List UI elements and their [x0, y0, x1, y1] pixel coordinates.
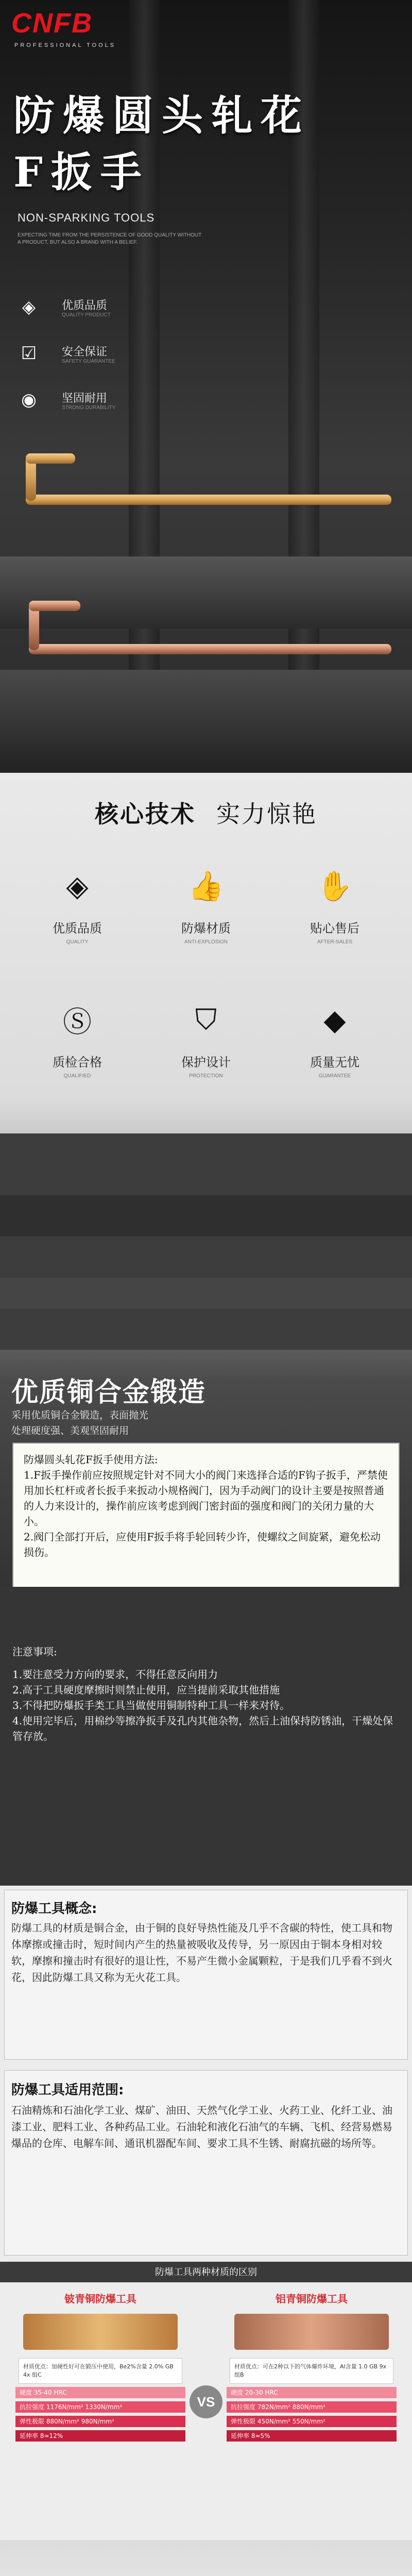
compare-right-row: 抗拉强度 782N/mm² 880N/mm² [227, 2401, 397, 2413]
core-item-title: 优质品质 [53, 921, 102, 936]
notes-item: 1.要注意受力方向的要求，不得任意反向用力 [12, 1668, 218, 1681]
core-item-sub: ANTI-EXPLOSION [184, 939, 228, 945]
compare-right-name: 铝青铜防爆工具 [276, 2293, 348, 2305]
compare-left-row: 抗拉强度 1176N/mm² 1330N/mm² [15, 2401, 185, 2413]
core-item-sub: GUARANTEE [318, 1073, 351, 1079]
notes-section [0, 1587, 412, 1886]
core-item-sub: PROTECTION [189, 1073, 223, 1079]
scope-text: 石油精炼和石油化学工业、煤矿、油田、天然气化学工业、火药工业、化纤工业、油漆工业、肥料工业、各种药品工业。石油轮和液化石油气的车辆、飞机、经营易燃易爆品的仓库、电解车间、通讯机器配车间、要求工具不生锈、耐腐抗磁的场所等。 [11, 2104, 392, 2149]
shield-check-icon: ☑ [21, 343, 37, 364]
core-item-material [160, 860, 252, 963]
feature-title: 安全保证 [62, 346, 108, 359]
scenes-section [0, 2540, 412, 2576]
thumbs-up-icon: 👍 [188, 870, 224, 903]
diamond-check-icon: ◆ [323, 1003, 346, 1037]
shield-check-icon: ⛉ [195, 1003, 217, 1037]
hero-description: EXPECTING TIME FROM THE PERSISTENCE OF GOOD QUALITY WITHOUT A PRODUCT, BUT ALSO A BRAND WITH A BELIEF. [18, 232, 202, 245]
notes-item: 2.高于工具硬度摩擦时则禁止使用，应当提前采取其他措施 [12, 1684, 280, 1696]
handshake-icon: ✋ [317, 870, 353, 903]
diamond-icon: ◈ [66, 869, 89, 903]
notes-item: 3.不得把防爆扳手类工具当做使用铜制特种工具一样来对待。 [12, 1699, 290, 1711]
vs-badge: VS [190, 2385, 222, 2418]
usage-box [12, 1443, 400, 1587]
compare-section [0, 2262, 412, 2540]
feature-title: 优质品质 [62, 299, 108, 312]
compare-left [15, 2287, 185, 2530]
compare-left-desc: 材质优点：加硬性好可在锻压中使用，Be2%含量 2.0% GB 4x 组C [19, 2358, 182, 2384]
compare-right-row: 硬度 20-30 HRC [227, 2387, 397, 2398]
compare-left-row: 弹性极限 880N/mm² 980N/mm² [15, 2416, 185, 2427]
scope-heading: 防爆工具适用范围: [11, 2082, 124, 2098]
core-item-sub: QUALITY [66, 939, 89, 945]
hero-title-line1: 防爆圆头轧花 [13, 91, 310, 140]
feature-title: 坚固耐用 [62, 392, 108, 405]
bronze-wrench [26, 453, 391, 505]
feature-sub: QUALITY PRODUCT [62, 312, 111, 318]
forging-line2: 处理硬度强、美观坚固耐用 [11, 1425, 129, 1436]
diamond-icon: ◈ [22, 297, 36, 317]
compare-left-name: 铍青铜防爆工具 [64, 2293, 136, 2305]
hero-section [0, 0, 412, 773]
machined-wall-graphic [0, 1133, 412, 1350]
core-item-title: 保护设计 [181, 1055, 231, 1070]
core-item-title: 贴心售后 [310, 921, 359, 936]
scenes-header-bg [0, 2540, 412, 2576]
copper-tools-image [234, 2314, 389, 2350]
concept-section [0, 1886, 412, 2262]
concept-heading: 防爆工具概念: [11, 1901, 97, 1917]
notes-heading: 注意事项: [12, 1646, 57, 1658]
compare-right-desc: 材质优点：可在2种以下的气体爆炸环境，Al含量 1.0 GB 9x 组B [230, 2358, 393, 2384]
feature-sub: STRONG DURABILITY [62, 405, 116, 411]
compare-right-row: 延伸率 8≈5% [227, 2430, 397, 2442]
hero-title-line2: F扳手 [13, 148, 150, 196]
core-item-title: 质量无忧 [310, 1055, 359, 1070]
core-title: 核心技术 实力惊艳 [95, 800, 317, 828]
compare-right [227, 2287, 397, 2530]
brand-logo: CNFB [11, 8, 93, 39]
core-item-quality [31, 860, 124, 963]
feature-sub: SAFETY GUARANTEE [62, 359, 115, 364]
compare-right-row: 弹性极限 450N/mm² 550N/mm² [227, 2416, 397, 2427]
core-item-qualified [31, 994, 124, 1097]
core-item-title: 质检合格 [53, 1055, 102, 1070]
usage-heading: 防爆圆头轧花F扳手使用方法: [24, 1453, 158, 1466]
copper-wrench [29, 601, 391, 654]
usage-paragraph-1: 1.F扳手操作前应按照规定针对不同大小的阀门来选择合适的F钩子扳手，严禁使用加长杠杆或者长扳手来扳动小规格阀门，因为手动阀门的设计主要是按照普通的人力来设计的，操作前应该考虑到阀门密封面的强度和阀门的关闭力量的大小。 [24, 1469, 388, 1528]
forging-title: 优质铜合金锻造 [11, 1377, 207, 1408]
core-item-sub: AFTER-SALES [317, 939, 353, 945]
compare-left-row: 延伸率 8≈12% [15, 2430, 185, 2442]
brand-tagline: PROFESSIONAL TOOLS [14, 42, 116, 48]
usage-paragraph-2: 2.阀门全部打开后，应使用F扳手将手轮回转少许，使螺纹之间旋紧，避免松动损伤。 [24, 1531, 381, 1558]
notes-item: 4.使用完毕后，用棉纱等擦净扳手及孔内其他杂物，然后上油保持防锈油，干燥处保管存放。 [12, 1715, 393, 1742]
notes-list [12, 1667, 400, 1744]
core-tech-section [0, 773, 412, 1587]
concept-text: 防爆工具的材质是铜合金，由于铜的良好导热性能及几乎不含碳的特性，使工具和物体摩擦或撞击时，短时间内产生的热量被吸收及传导，另一原因由于铜本身相对较软，摩擦和撞击时有很好的退让性，不易产生微小金属颗粒，于是我们几乎看不到火花，因此防爆工具又称为无火花工具。 [11, 1922, 392, 1984]
bronze-tools-image [23, 2314, 178, 2350]
core-item-title: 防爆材质 [181, 921, 231, 936]
core-item-guarantee [288, 994, 381, 1097]
forging-line1: 采用优质铜合金锻造，表面抛光 [11, 1410, 149, 1421]
hero-english: NON-SPARKING TOOLS [18, 211, 155, 224]
core-item-service [288, 860, 381, 963]
core-item-sub: QUALIFIED [63, 1073, 91, 1079]
compare-title: 防爆工具两种材质的区别 [155, 2267, 257, 2278]
compare-left-row: 硬度 35-40 HRC [15, 2387, 185, 2398]
core-item-protection [160, 994, 252, 1097]
wrench-illustrations [0, 0, 412, 773]
target-icon: ◉ [21, 389, 37, 410]
badge-s-icon: Ⓢ [63, 1006, 92, 1039]
